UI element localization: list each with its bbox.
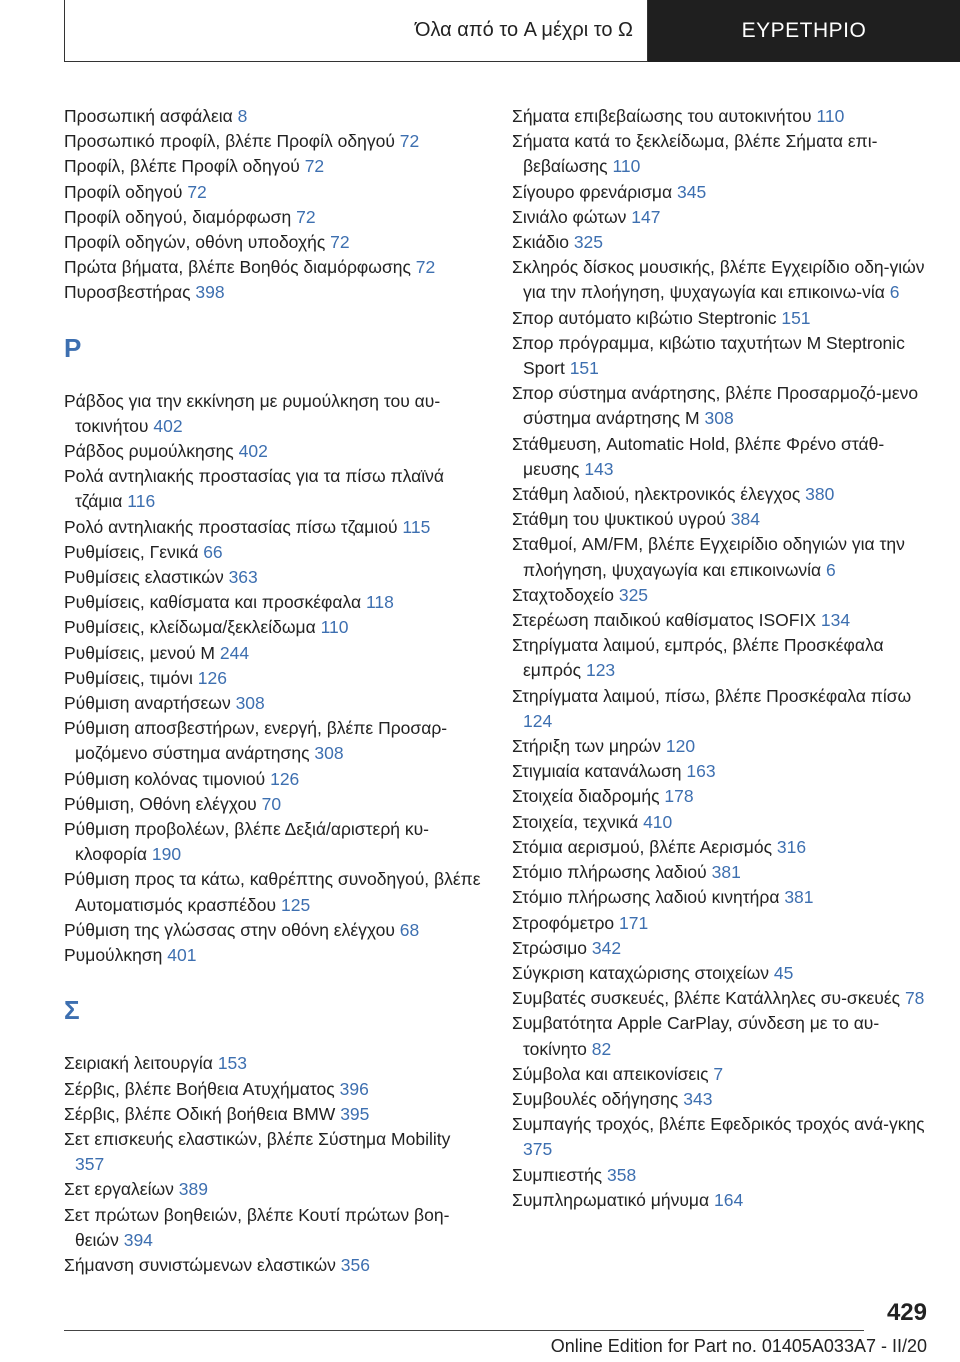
index-entry-text: Ρυθμίσεις, κλείδωμα/ξεκλείδωμα — [64, 617, 316, 638]
header-title: Όλα από το A μέχρι το Ω — [64, 0, 648, 62]
index-entry-text: Στόμιο πλήρωσης λαδιού κινητήρα — [512, 887, 780, 908]
index-page-link[interactable]: 110 — [320, 617, 349, 638]
index-page-link[interactable]: 8 — [237, 106, 248, 126]
index-page-link[interactable]: 410 — [643, 811, 673, 832]
index-entry-text: Στρώσιμο — [512, 937, 588, 958]
index-entry-text: Σταχτοδοχείο — [512, 584, 614, 605]
index-entry-text: Προφίλ οδηγών, οθόνη υποδοχής — [64, 232, 326, 253]
index-page-link[interactable]: 153 — [217, 1053, 248, 1074]
index-entry-text: Σίγουρο φρενάρισμα — [512, 181, 673, 202]
index-page-link[interactable]: 402 — [238, 441, 268, 462]
index-entry-text: Σετ επισκευής ελαστικών, βλέπε Σύστημα Mobility — [64, 1128, 451, 1149]
index-page-link[interactable]: 343 — [683, 1088, 713, 1109]
index-page-link[interactable]: 123 — [585, 660, 616, 681]
index-entry-text: Ρολό αντηλιακής προστασίας πίσω τζαμιού — [64, 516, 398, 537]
index-page-link[interactable]: 345 — [677, 181, 707, 202]
index-page-link[interactable]: 325 — [573, 232, 604, 253]
index-entry-text: Ρυθμίσεις, Γενικά — [64, 541, 199, 562]
index-entry-text: Προφίλ οδηγού — [64, 181, 183, 202]
index-entry — [64, 255, 484, 280]
index-entry-text: Στοιχεία διαδρομής — [512, 786, 660, 807]
index-entry-text: Στάθμη του ψυκτικού υγρού — [512, 509, 726, 530]
index-entry-text: Σετ εργαλείων — [64, 1179, 174, 1200]
index-entry-text: Συμπιεστής — [512, 1164, 603, 1185]
index-entry-text: Σήμανση συνιστώμενων ελαστικών — [64, 1254, 336, 1275]
index-page-link[interactable]: 126 — [270, 768, 300, 789]
index-entry — [64, 205, 484, 230]
index-entry — [64, 590, 484, 615]
index-entry-text: Σπορ αυτόματο κιβώτιο Steptronic — [512, 307, 777, 328]
index-page-link[interactable]: 163 — [686, 761, 716, 782]
index-entry-text: Ρυθμίσεις, τιμόνι — [64, 667, 193, 688]
index-entry — [64, 1253, 484, 1278]
index-entry — [512, 759, 932, 784]
index-entry — [512, 986, 932, 1011]
index-page-link[interactable]: 147 — [631, 206, 661, 227]
index-page-link[interactable]: 356 — [340, 1254, 370, 1275]
index-entry-text: Ρύθμιση αναρτήσεων — [64, 693, 231, 714]
index-entry — [512, 734, 932, 759]
index-page-link[interactable]: 395 — [340, 1103, 370, 1124]
index-entry — [512, 1188, 932, 1213]
index-entry-text: Στάθμευση, Automatic Hold, βλέπε Φρένο στάθ-μευσης — [512, 433, 885, 479]
index-entry — [512, 180, 932, 205]
index-page-link[interactable]: 115 — [402, 516, 431, 537]
index-entry-text: Στερέωση παιδικού καθίσματος ISOFIX — [512, 610, 817, 631]
index-entry-text: Ρύθμιση προς τα κάτω, καθρέπτης συνοδηγού, βλέπε Αυτοματισμός κρασπέδου — [64, 869, 481, 915]
index-entry — [64, 464, 484, 514]
index-entry — [64, 792, 484, 817]
index-page-link[interactable]: 72 — [399, 131, 420, 152]
index-page-link[interactable]: 396 — [339, 1078, 369, 1099]
index-entry-text: Στόμιο πλήρωσης λαδιού — [512, 862, 707, 883]
index-entry — [64, 540, 484, 565]
index-entry — [64, 439, 484, 464]
index-entry — [512, 205, 932, 230]
index-page-link[interactable]: 70 — [261, 793, 282, 814]
index-entry — [64, 615, 484, 640]
index-page-link[interactable]: 72 — [330, 232, 350, 253]
index-entry — [64, 515, 484, 540]
index-entry — [512, 961, 932, 986]
index-page-link[interactable]: 126 — [197, 667, 227, 688]
index-entry-text: Ράβδος ρυμούλκησης — [64, 441, 234, 462]
index-page-link[interactable]: 325 — [618, 584, 649, 605]
index-page-link[interactable]: 118 — [365, 592, 394, 613]
index-entry-text: Πυροσβεστήρας — [64, 282, 191, 303]
index-page-link[interactable]: 316 — [776, 836, 807, 857]
index-entry — [64, 867, 484, 917]
index-entry-text: Σινιάλο φώτων — [512, 206, 627, 227]
index-column-left — [64, 104, 484, 1278]
index-page-link[interactable]: 357 — [75, 1154, 105, 1175]
index-page-link[interactable]: 6 — [889, 282, 900, 303]
index-entry-text: Σκιάδιο — [512, 232, 569, 253]
index-entry — [512, 230, 932, 255]
index-page-link[interactable]: 134 — [820, 610, 851, 631]
index-column-right — [512, 104, 932, 1213]
index-entry-text: Συμβατές συσκευές, βλέπε Κατάλληλες συ-σκευές — [512, 988, 901, 1009]
index-entry — [512, 104, 932, 129]
index-entry-text: Συμβατότητα Apple CarPlay, σύνδεση με το αυ-τοκίνητο — [512, 1013, 880, 1059]
index-entry-text: Στόμια αερισμού, βλέπε Αερισμός — [512, 836, 773, 857]
index-entry-text: Ρυμούλκηση — [64, 945, 163, 966]
index-entry — [512, 810, 932, 835]
index-page-link[interactable]: 308 — [704, 408, 734, 429]
index-page-link[interactable]: 110 — [816, 106, 845, 126]
index-entry-text: Ρύθμιση αποσβεστήρων, ενεργή, βλέπε Προσαρ-μοζόμενο σύστημα ανάρτησης — [64, 718, 448, 764]
index-entry-text: Σέρβις, βλέπε Βοήθεια Ατυχήματος — [64, 1078, 335, 1099]
index-entry — [512, 608, 932, 633]
index-entry — [64, 230, 484, 255]
index-page-link[interactable]: 342 — [591, 937, 622, 958]
index-entry — [64, 1127, 484, 1177]
index-page-link[interactable]: 244 — [219, 642, 250, 663]
index-entry-text: Ρύθμιση της γλώσσας στην οθόνη ελέγχου — [64, 919, 395, 940]
index-entry — [512, 255, 932, 305]
index-page-link[interactable]: 68 — [399, 919, 420, 940]
index-entry-text: Σήματα επιβεβαίωσης του αυτοκινήτου — [512, 106, 812, 126]
index-page-link[interactable]: 124 — [523, 710, 553, 731]
index-page-link[interactable]: 308 — [314, 743, 344, 764]
index-entry-text: Στροφόμετρο — [512, 912, 615, 933]
index-page-link[interactable]: 72 — [187, 181, 207, 202]
index-entry-text: Πρώτα βήματα, βλέπε Βοηθός διαμόρφωσης — [64, 257, 411, 278]
index-entry-text: Προφίλ, βλέπε Προφίλ οδηγού — [64, 156, 300, 177]
index-entry-text: Ρύθμιση, Οθόνη ελέγχου — [64, 793, 257, 814]
index-entry-text: Ρυθμίσεις, καθίσματα και προσκέφαλα — [64, 592, 362, 613]
index-entry-text: Ράβδος για την εκκίνηση με ρυμούλκηση του αυ-τοκινήτου — [64, 390, 441, 436]
page-number: 429 — [886, 1299, 927, 1326]
index-entry-text: Σταθμοί, AM/FM, βλέπε Εγχειρίδιο οδηγιών για την πλοήγηση, ψυχαγωγία και επικοινωνία — [512, 534, 905, 580]
index-entry — [512, 936, 932, 961]
index-page-link[interactable]: 125 — [280, 894, 311, 915]
index-entry — [64, 280, 484, 305]
index-page-link[interactable]: 394 — [123, 1229, 153, 1250]
index-page-link[interactable]: 72 — [415, 257, 436, 278]
index-page-link[interactable]: 401 — [167, 945, 197, 966]
index-page-link[interactable]: 151 — [569, 358, 599, 379]
index-entry — [64, 918, 484, 943]
index-page-link[interactable]: 363 — [228, 567, 258, 588]
index-letter-heading: Σ — [64, 995, 80, 1026]
index-entry-text: Στιγμιαία κατανάλωση — [512, 761, 682, 782]
index-entry — [64, 1051, 484, 1076]
index-page-link[interactable]: 66 — [203, 541, 223, 562]
index-page-link[interactable]: 190 — [151, 844, 182, 865]
index-page-link[interactable]: 6 — [826, 559, 836, 580]
index-page-link[interactable]: 384 — [730, 509, 760, 530]
index-entry-text: Συμπληρωματικό μήνυμα — [512, 1189, 710, 1210]
index-page-link[interactable]: 7 — [713, 1063, 724, 1084]
index-entry — [512, 129, 932, 179]
index-page-link[interactable]: 381 — [711, 862, 741, 883]
index-entry — [512, 381, 932, 431]
index-entry — [64, 129, 484, 154]
index-entry — [64, 389, 484, 439]
index-entry-text: Στήριξη των μηρών — [512, 736, 662, 757]
index-entry — [64, 691, 484, 716]
index-page-link[interactable]: 171 — [619, 912, 649, 933]
index-entry — [64, 154, 484, 179]
index-entry-text: Σύμβολα και απεικονίσεις — [512, 1063, 709, 1084]
index-entry-text: Ρυθμίσεις, μενού M — [64, 642, 215, 663]
index-entry — [64, 180, 484, 205]
header-section-tab: ΕΥΡΕΤΗΡΙΟ — [648, 0, 960, 62]
index-entry — [64, 767, 484, 792]
index-entry — [512, 885, 932, 910]
index-entry-text: Σύγκριση καταχώρισης στοιχείων — [512, 962, 769, 983]
index-entry — [512, 1112, 932, 1162]
index-entry — [512, 583, 932, 608]
index-entry — [64, 104, 484, 129]
index-entry-text: Ρυθμίσεις ελαστικών — [64, 567, 224, 588]
index-entry — [512, 532, 932, 582]
index-page-link[interactable]: 402 — [153, 415, 183, 436]
index-entry-text: Ρύθμιση προβολέων, βλέπε Δεξιά/αριστερή κυ-κλοφορία — [64, 819, 430, 865]
index-entry — [512, 784, 932, 809]
index-entry — [512, 1062, 932, 1087]
index-entry-text: Συμβουλές οδήγησης — [512, 1088, 679, 1109]
index-entry-text: Συμπαγής τροχός, βλέπε Εφεδρικός τροχός ανά-γκης — [512, 1114, 925, 1135]
index-entry — [512, 306, 932, 331]
footer-divider — [64, 1330, 864, 1331]
index-entry — [512, 633, 932, 683]
index-entry — [512, 432, 932, 482]
index-entry-text: Στηρίγματα λαιμού, εμπρός, βλέπε Προσκέφαλα εμπρός — [512, 635, 884, 681]
index-entry — [64, 565, 484, 590]
index-page-link[interactable]: 151 — [781, 307, 811, 328]
page-header — [64, 0, 960, 64]
index-entry — [512, 1087, 932, 1112]
index-page-link[interactable]: 178 — [664, 786, 694, 807]
index-page-link[interactable]: 120 — [665, 736, 696, 757]
index-entry-text: Προσωπικό προφίλ, βλέπε Προφίλ οδηγού — [64, 131, 395, 152]
footer-edition-text: Online Edition for Part no. 01405A033A7 - II/20 — [550, 1336, 927, 1356]
index-page-link[interactable]: 380 — [805, 484, 835, 505]
index-entry — [64, 943, 484, 968]
index-entry-text: Σετ πρώτων βοηθειών, βλέπε Κουτί πρώτων βοη-θειών — [64, 1204, 450, 1250]
index-entry — [512, 860, 932, 885]
index-page-link[interactable]: 143 — [584, 458, 614, 479]
index-entry — [512, 835, 932, 860]
index-entry-text: Ρύθμιση κολόνας τιμονιού — [64, 768, 266, 789]
index-entry — [512, 331, 932, 381]
index-entry-text: Προσωπική ασφάλεια — [64, 106, 233, 126]
index-entry — [64, 641, 484, 666]
index-entry — [512, 1011, 932, 1061]
index-page-link[interactable]: 389 — [178, 1179, 208, 1200]
index-entry-text: Στάθμη λαδιού, ηλεκτρονικός έλεγχος — [512, 484, 801, 505]
index-entry-text: Στηρίγματα λαιμού, πίσω, βλέπε Προσκέφαλα πίσω — [512, 685, 912, 706]
index-page-link[interactable]: 358 — [607, 1164, 637, 1185]
index-entry-text: Σέρβις, βλέπε Οδική βοήθεια BMW — [64, 1103, 336, 1124]
index-page-link[interactable]: 164 — [714, 1189, 744, 1210]
index-entry — [512, 684, 932, 734]
index-entry-text: Σκληρός δίσκος μουσικής, βλέπε Εγχειρίδιο οδη-γιών για την πλοήγηση, ψυχαγωγία και επικοινω-νία — [512, 257, 925, 303]
index-entry-text: Ρολά αντηλιακής προστασίας για τα πίσω πλαϊνά τζάμια — [64, 466, 445, 512]
index-entry — [64, 716, 484, 766]
index-page-link[interactable]: 82 — [591, 1038, 612, 1059]
index-page-link[interactable]: 308 — [235, 693, 265, 714]
index-page-link[interactable]: 45 — [773, 962, 794, 983]
index-page-link[interactable]: 72 — [296, 206, 316, 227]
index-entry — [512, 1163, 932, 1188]
index-page-link[interactable]: 110 — [612, 156, 641, 177]
index-entry — [64, 817, 484, 867]
index-page-link[interactable]: 375 — [523, 1139, 553, 1160]
index-entry — [64, 1203, 484, 1253]
index-page-link[interactable]: 72 — [304, 156, 325, 177]
index-entry — [64, 1077, 484, 1102]
index-page-link[interactable]: 381 — [784, 887, 814, 908]
index-entry-text: Σήματα κατά το ξεκλείδωμα, βλέπε Σήματα επι-βεβαίωσης — [512, 131, 878, 177]
index-entry-text: Προφίλ οδηγού, διαμόρφωση — [64, 206, 292, 227]
index-entry-text: Σπορ πρόγραμμα, κιβώτιο ταχυτήτων M Steptronic Sport — [512, 332, 905, 379]
index-page-link[interactable]: 116 — [127, 491, 156, 512]
index-entry — [512, 911, 932, 936]
index-letter-heading: Ρ — [64, 332, 82, 363]
index-entry-text: Στοιχεία, τεχνικά — [512, 811, 639, 832]
index-entry — [512, 482, 932, 507]
index-entry — [512, 507, 932, 532]
index-entry-text: Σπορ σύστημα ανάρτησης, βλέπε Προσαρμοζό-μενο σύστημα ανάρτησης M — [512, 383, 919, 429]
index-entry — [64, 1177, 484, 1202]
index-entry — [64, 666, 484, 691]
index-entry — [64, 1102, 484, 1127]
index-page-link[interactable]: 78 — [904, 988, 925, 1009]
index-page-link[interactable]: 398 — [195, 282, 225, 303]
index-entry-text: Σειριακή λειτουργία — [64, 1053, 213, 1074]
